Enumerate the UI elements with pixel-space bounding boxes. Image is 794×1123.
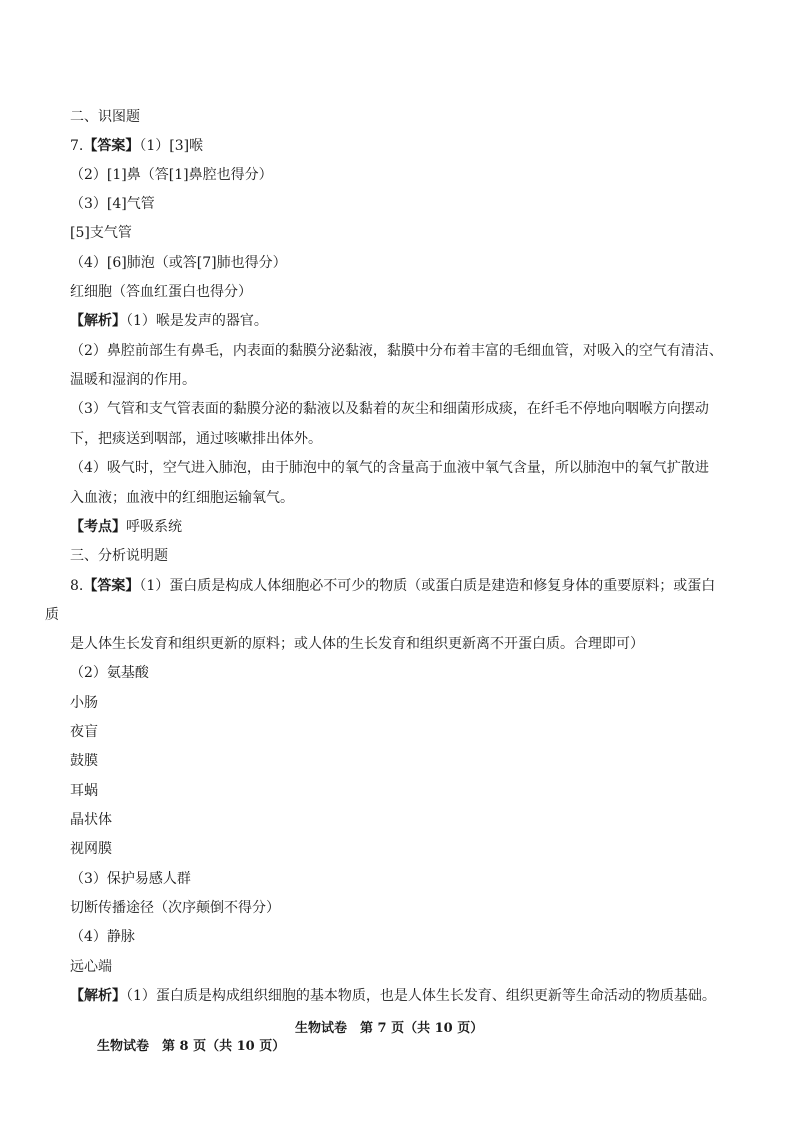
section-heading-analysis-questions: 三、分析说明题 [70,548,168,564]
analysis-8-line-1: 【解析】（1）蛋白质是构成组织细胞的基本物质，也是人体生长发育、组织更新等生命活动的物质基础。 [70,988,716,1004]
answer-8-line-12: 切断传播途径（次序颠倒不得分） [70,900,280,916]
answer-7-line-3: （3）[4]气管 [70,196,155,212]
answer-8-line-5: 小肠 [70,695,98,711]
answer-8-line-11: （3）保护易感人群 [70,871,191,887]
answer-8-line-14: 远心端 [70,959,112,975]
section-heading-picture-questions: 二、识图题 [70,109,140,125]
analysis-7-line-5: 下，把痰送到咽部，通过咳嗽排出体外。 [70,431,322,447]
answer-8-line-2: 质 [45,607,59,623]
answer-7-line-1: 7.【答案】（1）[3]喉 [70,138,204,154]
analysis-7-line-1: 【解析】（1）喉是发声的器官。 [70,313,268,329]
page-footer-8: 生物试卷 第 8 页（共 10 页） [97,1039,286,1054]
answer-7-line-2: （2）[1]鼻（答[1]鼻腔也得分） [70,167,273,183]
answer-7-line-6: 红细胞（答血红蛋白也得分） [70,284,252,300]
answer-8-line-3: 是人体生长发育和组织更新的原料；或人体的生长发育和组织更新离不开蛋白质。合理即可） [70,636,644,652]
analysis-7-line-2: （2）鼻腔前部生有鼻毛，内表面的黏膜分泌黏液，黏膜中分布着丰富的毛细血管，对吸入的空气有清洁、 [70,343,723,359]
answer-8-line-4: （2）氨基酸 [70,665,149,681]
analysis-7-line-4: （3）气管和支气管表面的黏膜分泌的黏液以及黏着的灰尘和细菌形成痰，在纤毛不停地向咽喉方向摆动 [70,401,709,417]
answer-7-line-5: （4）[6]肺泡（或答[7]肺也得分） [70,255,287,271]
analysis-7-line-3: 温暖和湿润的作用。 [70,372,196,388]
answer-8-line-10: 视网膜 [70,841,112,857]
answer-8-line-9: 晶状体 [70,812,112,828]
analysis-7-line-6: （4）吸气时，空气进入肺泡，由于肺泡中的氧气的含量高于血液中氧气含量，所以肺泡中的氧气扩散进 [70,460,709,476]
page-footer-7: 生物试卷 第 7 页（共 10 页） [295,1021,484,1036]
analysis-7-line-7: 入血液；血液中的红细胞运输氧气。 [70,490,294,506]
answer-8-line-13: （4）静脉 [70,929,135,945]
answer-7-line-4: [5]支气管 [70,225,132,241]
answer-8-line-8: 耳蜗 [70,783,98,799]
answer-8-line-6: 夜盲 [70,724,98,740]
answer-8-line-7: 鼓膜 [70,753,98,769]
topic-7: 【考点】呼吸系统 [70,519,182,535]
answer-8-line-1: 8.【答案】（1）蛋白质是构成人体细胞必不可少的物质（或蛋白质是建造和修复身体的重要原料；或蛋白 [70,578,716,594]
